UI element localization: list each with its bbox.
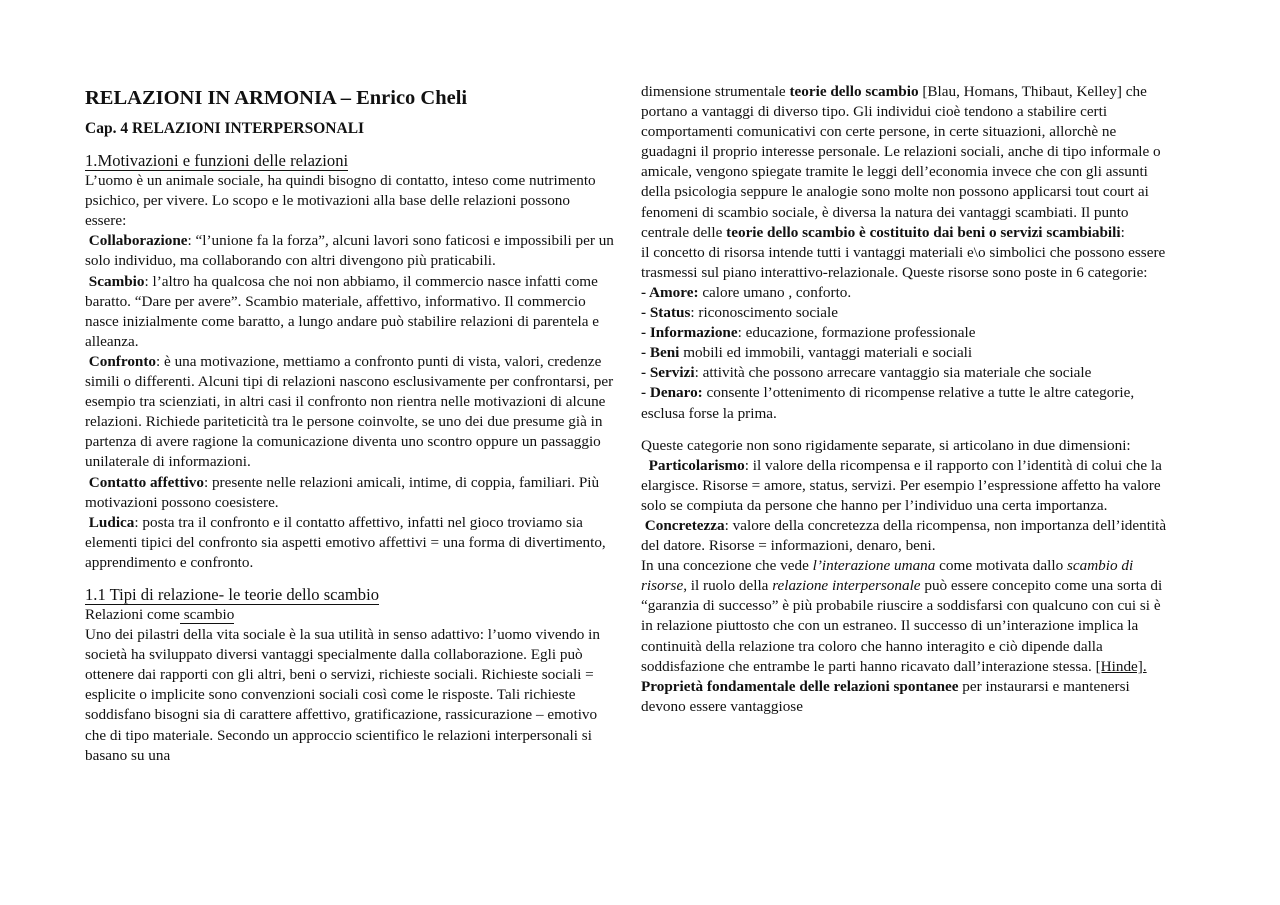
bullet: - bbox=[641, 344, 650, 362]
category-item bbox=[641, 303, 1171, 323]
term: Contatto affettivo bbox=[88, 473, 204, 491]
term: Collaborazione bbox=[88, 232, 188, 250]
right-column bbox=[641, 82, 1171, 717]
dimension-item bbox=[641, 456, 1171, 516]
definition: : “l’unione fa la forza”, alcuni lavori sono faticosi e impossibili per un solo individuo, ma collaborando con altri divengono più praticabili. bbox=[85, 232, 614, 270]
emphasis: l’interazione umana bbox=[812, 557, 936, 575]
definition: : presente nelle relazioni amicali, intime, di coppia, familiari. Più motivazioni possono coesistere. bbox=[85, 473, 600, 511]
category-item bbox=[641, 343, 1171, 363]
bullet: - bbox=[641, 324, 650, 342]
paragraph: Queste categorie non sono rigidamente separate, si articolano in due dimensioni: bbox=[641, 436, 1131, 454]
bullet: - bbox=[641, 304, 650, 322]
term: Denaro: bbox=[649, 384, 703, 402]
term: teorie dello scambio è costituito dai beni o servizi scambiabili bbox=[726, 223, 1121, 241]
definition: : riconoscimento sociale bbox=[690, 304, 838, 322]
section-heading bbox=[85, 585, 615, 605]
text: dimensione strumentale bbox=[641, 83, 790, 100]
category-item bbox=[641, 363, 1171, 383]
term: Status bbox=[649, 304, 691, 322]
paragraph bbox=[641, 556, 1171, 717]
term: Informazione bbox=[649, 324, 738, 342]
definition: : il valore della ricompensa e il rapporto con l’identità di colui che la elargisce. Risorse = amore, status, servizi. Per esempio l’espressione affetto ha valore solo se compiuta da persone che hanno per l’individuo una certa importanza. bbox=[641, 456, 1162, 514]
paragraph: il concetto di risorsa intende tutti i vantaggi materiali e\o simbolici che possono essere trasmessi sul piano interattivo-relazionale. Queste risorse sono poste in 6 categorie: bbox=[641, 243, 1166, 281]
section-heading-text: 1.Motivazioni e funzioni delle relazioni bbox=[85, 151, 349, 171]
section-heading bbox=[85, 151, 615, 171]
bullet: - bbox=[641, 283, 650, 301]
dimension-item bbox=[641, 516, 1171, 556]
text: , il ruolo della bbox=[683, 577, 773, 595]
bullet: - bbox=[641, 384, 650, 402]
bullet: - bbox=[641, 364, 650, 382]
subheading-term: scambio bbox=[179, 605, 235, 623]
left-column bbox=[85, 82, 615, 766]
text: [Blau, Homans, Thibaut, Kelley] che portano a vantaggi di diverso tipo. Gli individui cioè tendono a stabilire certi comportamenti comunicativi con certe persone, in certe situazioni, allorchè ne guadagni il proprio interesse personale. Le relazioni sociali, anche di tipo informale o amicale, vengono spiegate tramite le leggi dell’economia invece che con gli assunti della psicologia seppure le analogie sono molte non possono applicarsi tout court ai fenomeni di scambio sociale, è diversa la natura dei vantaggi scambiati. Il punto centrale delle bbox=[641, 83, 1161, 241]
definition: : posta tra il confronto e il contatto affettivo, infatti nel gioco troviamo sia elementi tipici del confronto sia aspetti emotivo affettivi = una forma di divertimento, apprendimento e confronto. bbox=[85, 513, 606, 571]
term: Particolarismo bbox=[648, 456, 745, 474]
text: In una concezione che vede bbox=[641, 557, 813, 575]
definition: consente l’ottenimento di ricompense relative a tutte le altre categorie, esclusa forse la prima. bbox=[641, 384, 1135, 422]
term: Scambio bbox=[88, 272, 145, 290]
term: Proprietà fondamentale delle relazioni spontanee bbox=[641, 677, 959, 695]
text: per instaurarsi e mantenersi devono essere vantaggiose bbox=[641, 677, 1130, 715]
category-item bbox=[641, 383, 1171, 423]
definition: : attività che possono arrecare vantaggio sia materiale che sociale bbox=[694, 364, 1092, 382]
term: teorie dello scambio bbox=[789, 83, 919, 100]
motivation-item bbox=[85, 513, 615, 573]
definition: : è una motivazione, mettiamo a confronto punti di vista, valori, credenze simili o differenti. Alcuni tipi di relazioni nascono esclusivamente per confrontarsi, per esempio tra scienziati, in altri casi il confronto non rientra nelle motivazioni di alcune relazioni. Richiede pariteticità tra le persone coinvolte, se uno dei due presume già in partenza di avere ragione la comunicazione diventa uno scontro oppure un passaggio unilaterale di informazioni. bbox=[85, 352, 614, 471]
definition: : educazione, formazione professionale bbox=[737, 324, 976, 342]
definition: : l’altro ha qualcosa che noi non abbiamo, il commercio nasce infatti come baratto. “Dare per avere”. Scambio materiale, affettivo, informativo. Il commercio nasce inizialmente come baratto, a lungo andare può stabilire relazioni di parentela e alleanza. bbox=[85, 272, 600, 350]
text: : bbox=[1120, 223, 1125, 241]
paragraph bbox=[641, 82, 1171, 243]
citation-link[interactable]: [Hinde]. bbox=[1095, 657, 1147, 675]
chapter-heading: Cap. 4 RELAZIONI INTERPERSONALI bbox=[85, 120, 365, 137]
subheading bbox=[85, 605, 615, 625]
term: Concretezza bbox=[644, 516, 725, 534]
text: come motivata dallo bbox=[935, 557, 1067, 575]
definition: : valore della concretezza della ricompensa, non importanza dell’identità del datore. Risorse = informazioni, denaro, beni. bbox=[641, 516, 1167, 555]
definition: mobili ed immobili, vantaggi materiali e sociali bbox=[679, 344, 973, 362]
emphasis: scambio di risorse bbox=[641, 557, 1134, 595]
document-title: RELAZIONI IN ARMONIA – Enrico Cheli bbox=[85, 87, 468, 109]
motivation-item bbox=[85, 473, 615, 513]
emphasis: relazione interpersonale bbox=[772, 577, 921, 595]
motivation-item bbox=[85, 272, 615, 352]
motivation-item bbox=[85, 352, 615, 473]
motivation-item bbox=[85, 231, 615, 271]
term: Confronto bbox=[88, 352, 157, 370]
category-item bbox=[641, 283, 1171, 303]
section-heading-text: 1.1 Tipi di relazione- le teorie dello scambio bbox=[85, 584, 380, 604]
term: Beni bbox=[649, 344, 680, 362]
subheading-prefix: Relazioni come bbox=[85, 605, 180, 623]
term: Amore: bbox=[649, 283, 699, 301]
definition: calore umano , conforto. bbox=[698, 283, 852, 301]
paragraph: Uno dei pilastri della vita sociale è la sua utilità in senso adattivo: l’uomo vivendo in società ha sviluppato diversi vantaggi specialmente dalla collaborazione. Egli può ottenere dai rapporti con gli altri, beni o servizi, richieste sociali. Richieste sociali = esplicite o implicite sono convenzioni sociali così come le risposte. Tali richieste soddisfano bisogni sia di carattere affettivo, gratificazione, rassicurazione – emotivo che di tipo materiale. Secondo un approccio scientifico le relazioni interpersonali si basano su una bbox=[85, 626, 600, 764]
term: Servizi bbox=[649, 364, 695, 382]
term: Ludica bbox=[88, 513, 135, 531]
paragraph: L’uomo è un animale sociale, ha quindi bisogno di contatto, inteso come nutrimento psichico, per vivere. Lo scopo e le motivazioni alla base delle relazioni possono essere: bbox=[85, 172, 596, 230]
text: può essere concepito come una sorta di “garanzia di successo” è più probabile riuscire a soddisfarsi con qualcuno con cui si è in relazione piuttosto che con un estraneo. Il successo di un’interazione implica la continuità della relazione tra coloro che hanno interagito e ciò dipende dalla soddisfazione che entrambe le parti hanno ricavato dall’interazione stessa. bbox=[641, 577, 1163, 675]
category-item bbox=[641, 323, 1171, 343]
